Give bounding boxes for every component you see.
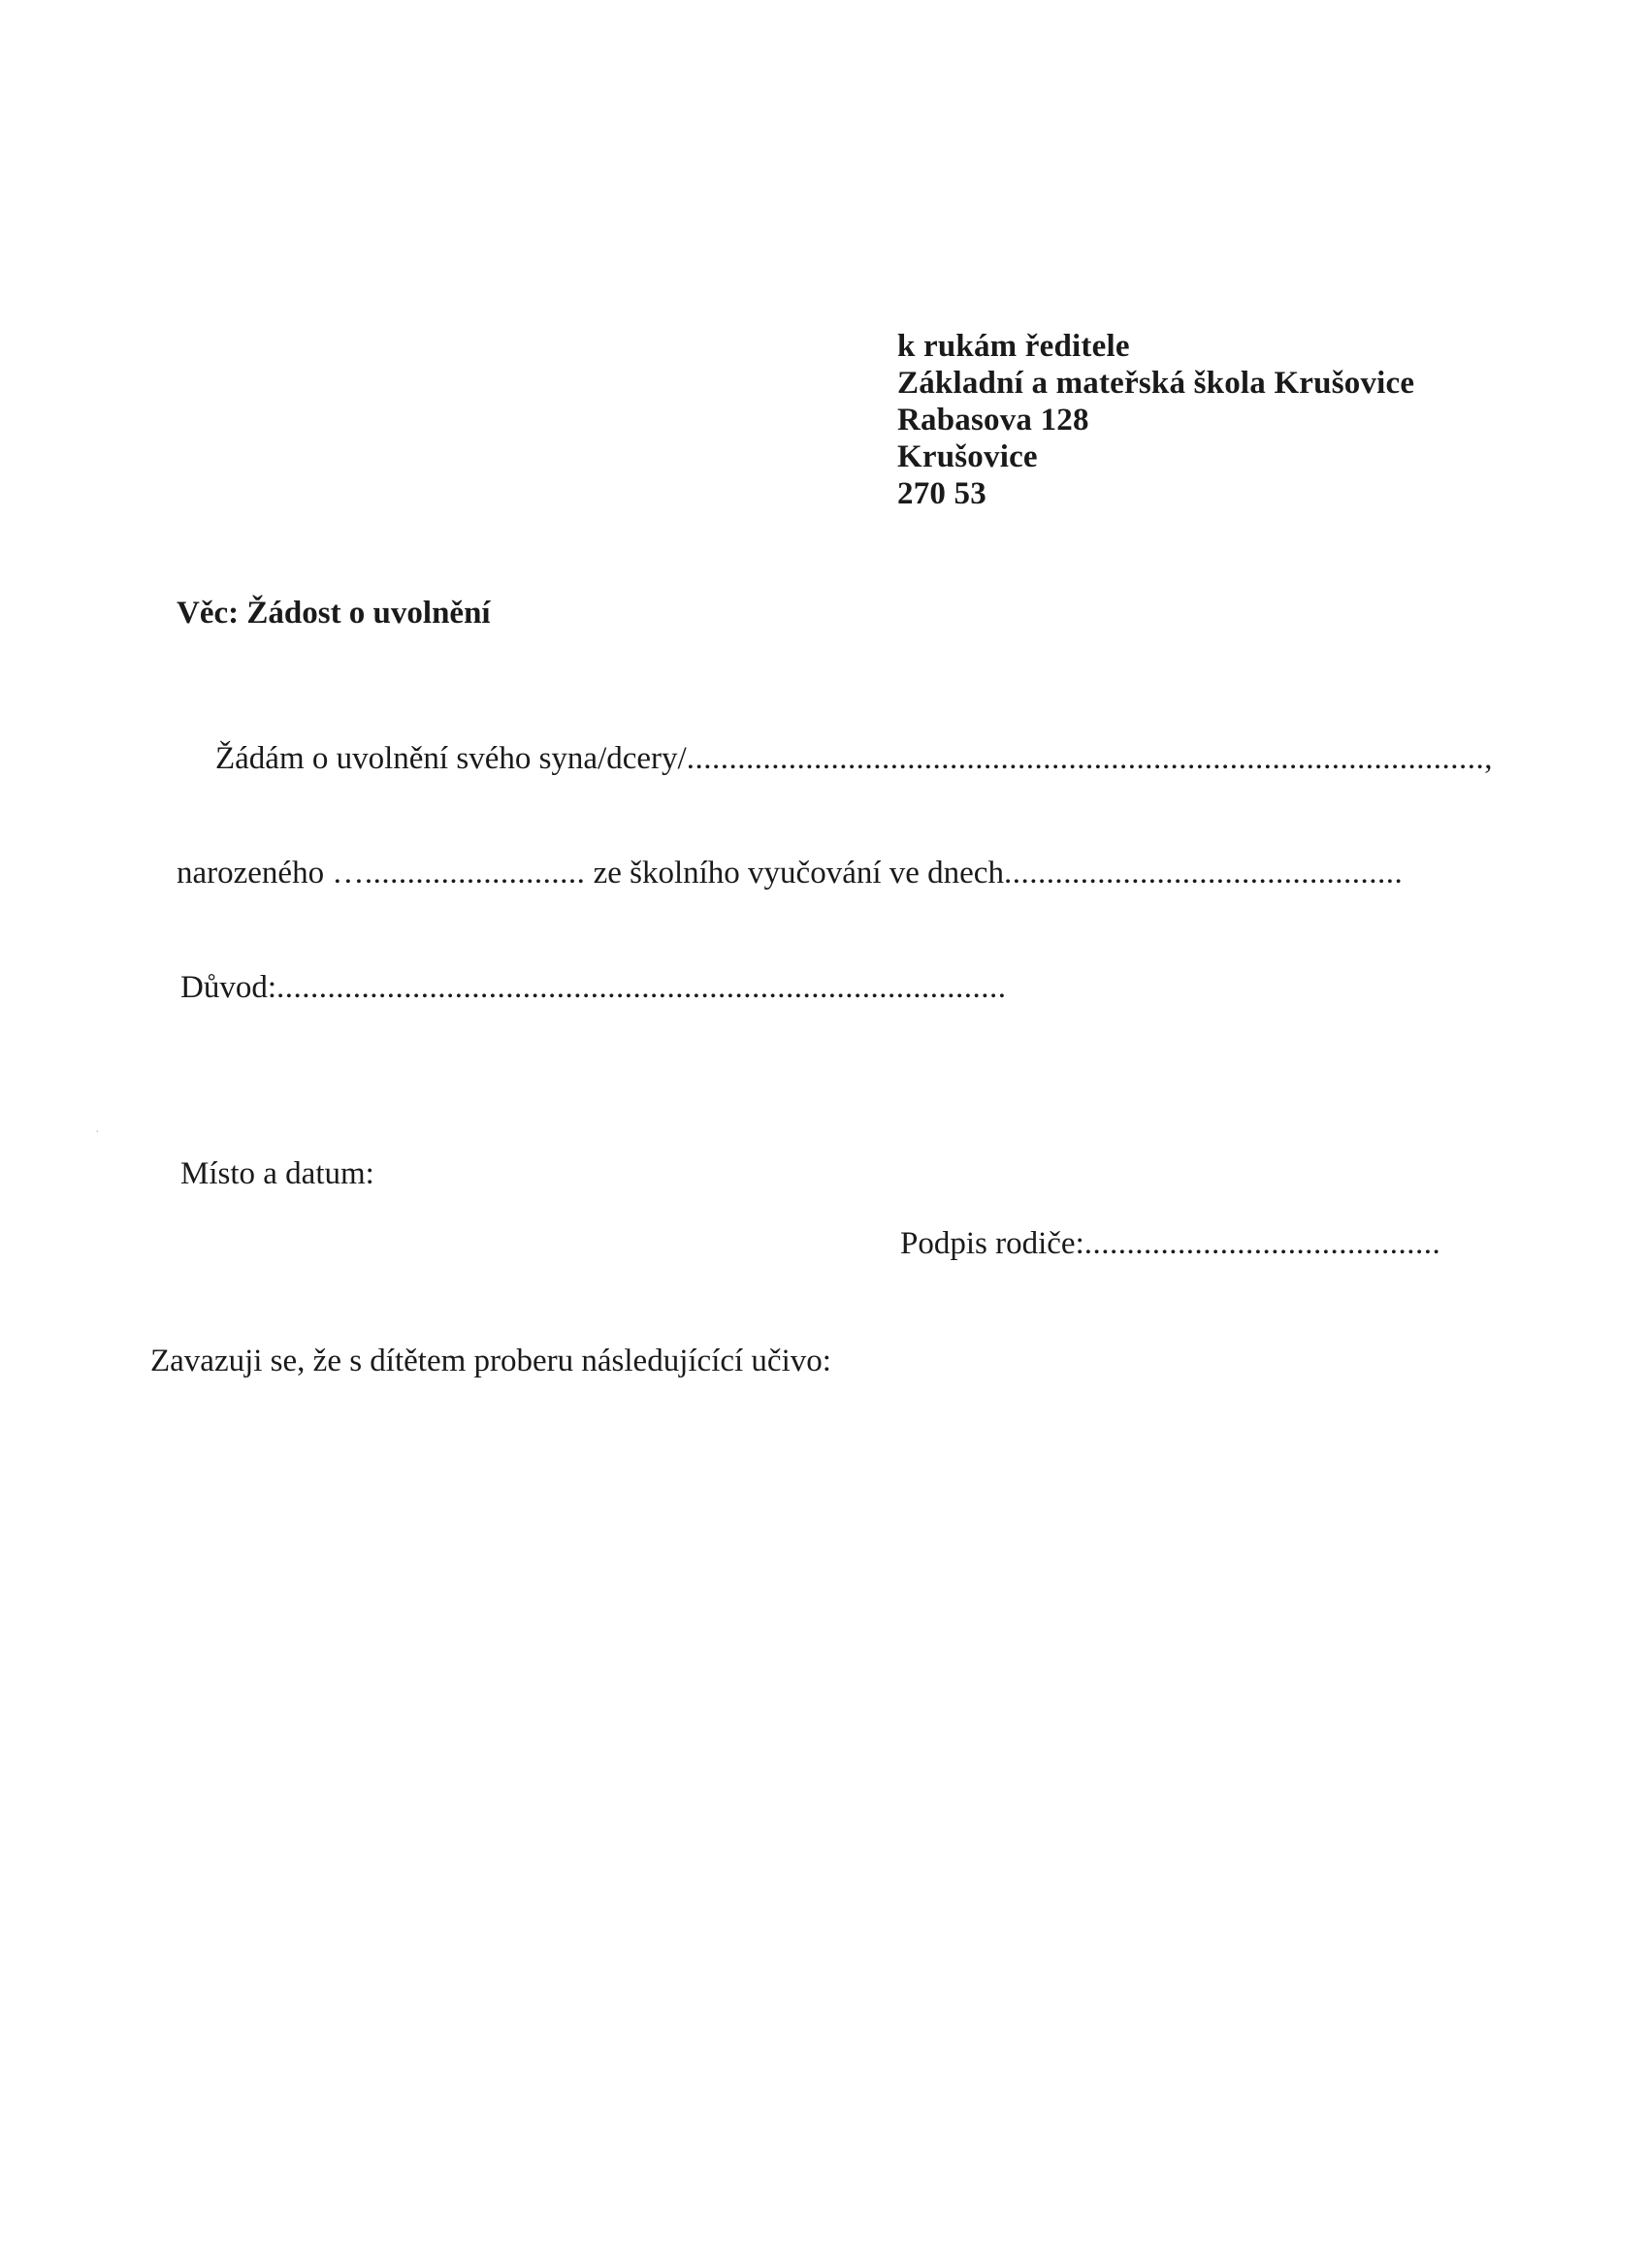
absence-label: ze školního vyučování ve dnech bbox=[593, 856, 1004, 891]
signature-field[interactable]: .......................................... bbox=[1083, 1226, 1441, 1261]
reason-field[interactable]: ...................................................................................... bbox=[276, 970, 1007, 1005]
request-label: Žádám o uvolnění svého syna/dcery/ bbox=[215, 741, 687, 776]
reason-line bbox=[180, 970, 1007, 1006]
postal-code: 270 53 bbox=[897, 476, 986, 511]
school-name: Základní a mateřská škola Krušovice bbox=[897, 366, 1415, 401]
place-date-line bbox=[180, 1156, 374, 1192]
birth-date-field[interactable]: ….......................... bbox=[332, 856, 586, 891]
subject-heading: Věc: Žádost o uvolnění bbox=[177, 596, 491, 631]
place-date-label: Místo a datum: bbox=[180, 1156, 374, 1191]
commitment-text: Zavazuji se, že s dítětem proberu následujícící učivo: bbox=[150, 1344, 831, 1378]
born-label: narozeného bbox=[177, 856, 325, 891]
scan-speck: · bbox=[95, 1125, 100, 1140]
recipient-line: k rukám ředitele bbox=[897, 329, 1130, 364]
signature-label: Podpis rodiče: bbox=[900, 1226, 1084, 1261]
street-address: Rabasova 128 bbox=[897, 403, 1089, 437]
absence-dates-field[interactable]: ............................................... bbox=[1003, 856, 1404, 891]
child-name-field[interactable]: .............................................................................................., bbox=[686, 741, 1493, 776]
birth-absence-line bbox=[177, 856, 1403, 891]
city: Krušovice bbox=[897, 439, 1038, 474]
recipient-address bbox=[897, 328, 1414, 512]
signature-line bbox=[900, 1226, 1440, 1262]
reason-label: Důvod: bbox=[180, 970, 276, 1005]
request-line bbox=[215, 741, 1493, 777]
